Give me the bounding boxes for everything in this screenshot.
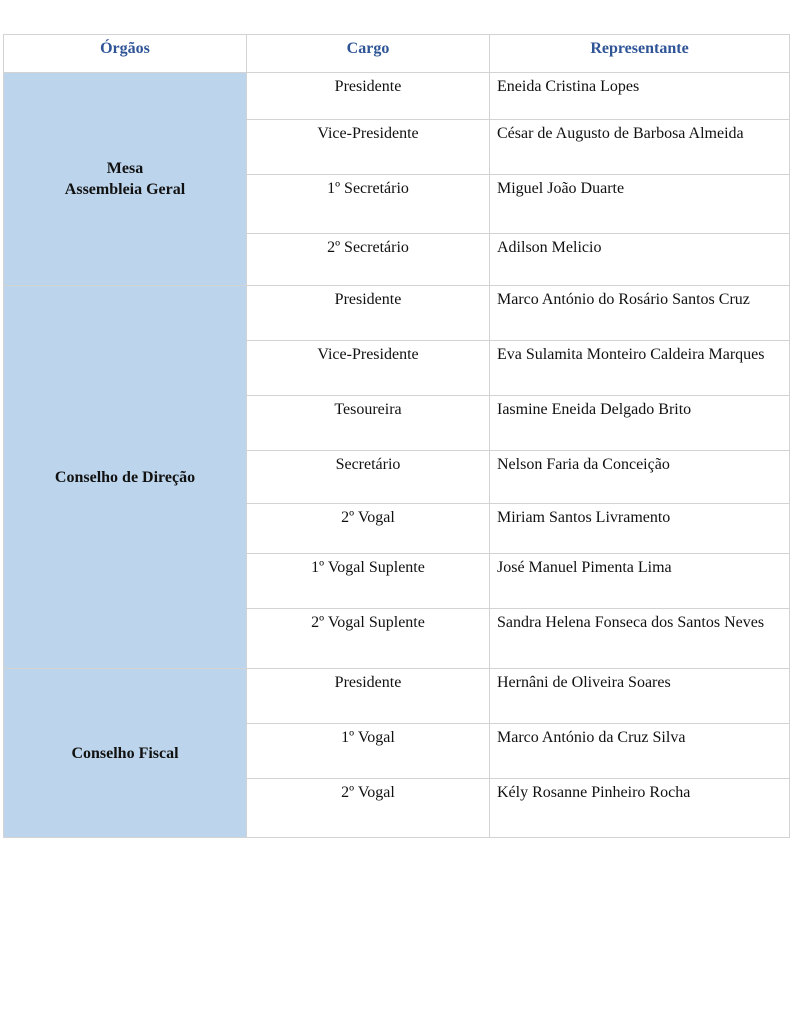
representante-cell: Iasmine Eneida Delgado Brito [490, 396, 790, 451]
cargo-cell: Vice-Presidente [247, 341, 490, 396]
cargo-cell: 2º Vogal Suplente [247, 609, 490, 669]
representante-cell: Eva Sulamita Monteiro Caldeira Marques [490, 341, 790, 396]
cargo-cell: Presidente [247, 286, 490, 341]
cargo-cell: 1º Vogal Suplente [247, 554, 490, 609]
cargo-cell: Presidente [247, 73, 490, 120]
orgao-conselho-de-direcao [4, 286, 247, 669]
cargo-cell: Secretário [247, 451, 490, 504]
orgao-mesa-assembleia-geral [4, 73, 247, 286]
table-row [4, 669, 790, 724]
representante-cell: Kély Rosanne Pinheiro Rocha [490, 779, 790, 838]
orgao-label: Assembleia Geral [64, 181, 186, 198]
orgao-label: Mesa [106, 160, 144, 177]
representante-cell: Hernâni de Oliveira Soares [490, 669, 790, 724]
cargo-cell: Presidente [247, 669, 490, 724]
representante-cell: Marco António do Rosário Santos Cruz [490, 286, 790, 341]
header-representante: Representante [490, 35, 790, 73]
representante-cell: Sandra Helena Fonseca dos Santos Neves [490, 609, 790, 669]
cargo-cell: 2º Vogal [247, 504, 490, 554]
orgao-label: Conselho Fiscal [71, 744, 179, 762]
header-cargo: Cargo [247, 35, 490, 73]
representante-cell: César de Augusto de Barbosa Almeida [490, 120, 790, 175]
cargo-cell: Tesoureira [247, 396, 490, 451]
organs-table [3, 34, 790, 838]
cargo-cell: Vice-Presidente [247, 120, 490, 175]
cargo-cell: 2º Secretário [247, 234, 490, 286]
representante-cell: Nelson Faria da Conceição [490, 451, 790, 504]
header-orgaos: Órgãos [4, 35, 247, 73]
representante-cell: Marco António da Cruz Silva [490, 724, 790, 779]
orgao-conselho-fiscal [4, 669, 247, 838]
representante-cell: Miguel João Duarte [490, 175, 790, 234]
cargo-cell: 1º Vogal [247, 724, 490, 779]
representante-cell: José Manuel Pimenta Lima [490, 554, 790, 609]
representante-cell: Miriam Santos Livramento [490, 504, 790, 554]
table-header-row [4, 35, 790, 73]
table-row [4, 73, 790, 120]
table-row [4, 286, 790, 341]
representante-cell: Adilson Melicio [490, 234, 790, 286]
cargo-cell: 2º Vogal [247, 779, 490, 838]
representante-cell: Eneida Cristina Lopes [490, 73, 790, 120]
cargo-cell: 1º Secretário [247, 175, 490, 234]
orgao-label: Conselho de Direção [54, 468, 196, 486]
